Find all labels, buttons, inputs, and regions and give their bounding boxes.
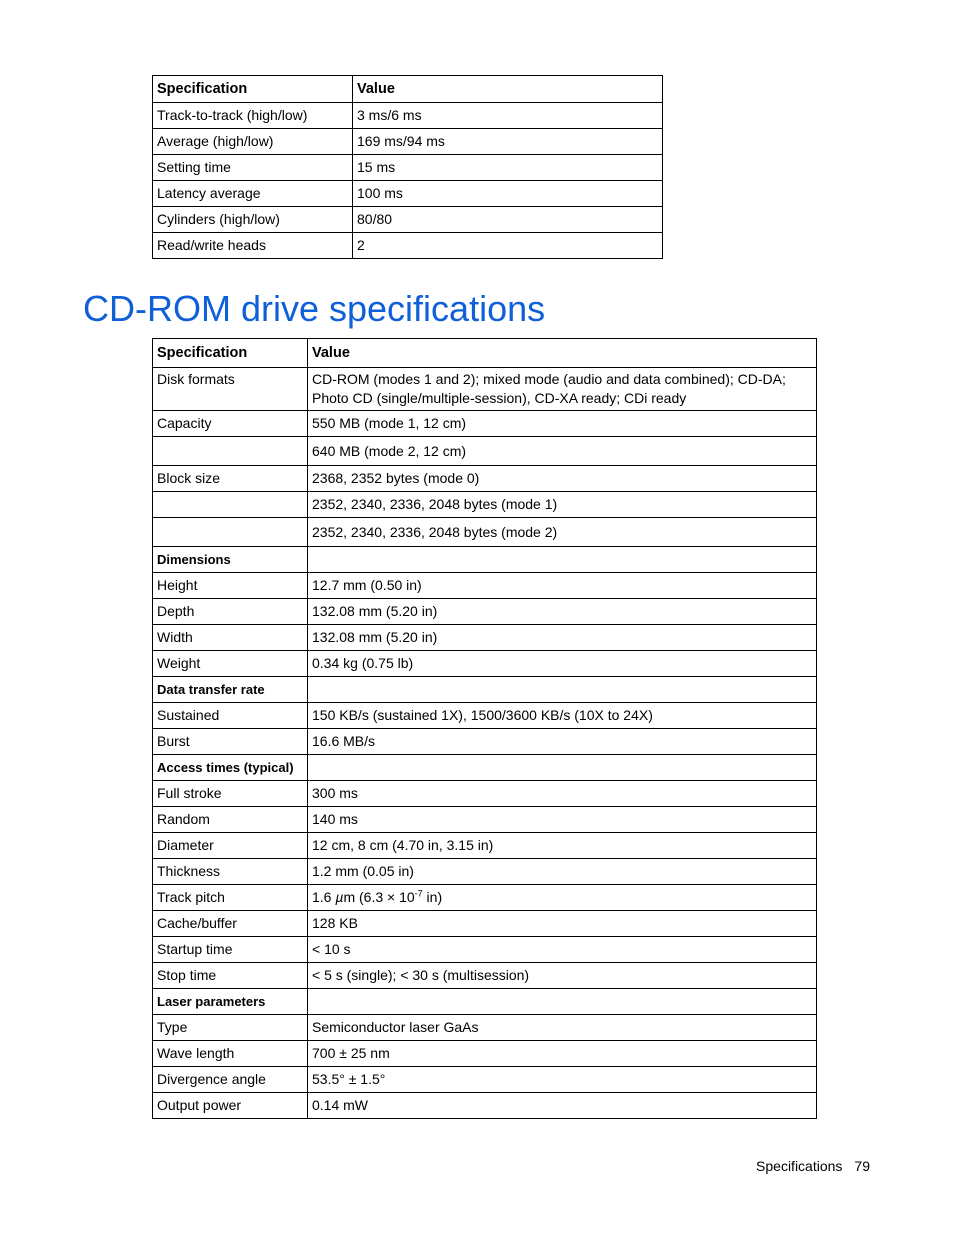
table-row bbox=[153, 155, 663, 181]
value-cell: 12 cm, 8 cm (4.70 in, 3.15 in) bbox=[308, 833, 817, 859]
value-cell: 640 MB (mode 2, 12 cm) bbox=[308, 437, 817, 466]
table-row bbox=[153, 129, 663, 155]
spec-cell: Block size bbox=[153, 466, 308, 492]
value-cell: 15 ms bbox=[353, 155, 663, 181]
value-cell bbox=[308, 547, 817, 573]
value-cell: 550 MB (mode 1, 12 cm) bbox=[308, 411, 817, 437]
spec-cell bbox=[153, 437, 308, 466]
column-header-value: Value bbox=[308, 339, 817, 368]
value-cell: 100 ms bbox=[353, 181, 663, 207]
value-cell: 128 KB bbox=[308, 911, 817, 937]
value-cell: 16.6 MB/s bbox=[308, 729, 817, 755]
table-row bbox=[153, 911, 817, 937]
spec-cell bbox=[153, 492, 308, 518]
table-row bbox=[153, 103, 663, 129]
value-part: in) bbox=[422, 889, 443, 905]
table-row bbox=[153, 437, 817, 466]
value-cell: Semiconductor laser GaAs bbox=[308, 1015, 817, 1041]
value-cell: < 5 s (single); < 30 s (multisession) bbox=[308, 963, 817, 989]
value-cell: 53.5° ± 1.5° bbox=[308, 1067, 817, 1093]
spec-cell: Setting time bbox=[153, 155, 353, 181]
spec-cell: Track-to-track (high/low) bbox=[153, 103, 353, 129]
value-cell: 132.08 mm (5.20 in) bbox=[308, 599, 817, 625]
spec-cell: Startup time bbox=[153, 937, 308, 963]
spec-cell: Weight bbox=[153, 651, 308, 677]
exponent: -7 bbox=[414, 888, 423, 899]
value-cell: 1.2 mm (0.05 in) bbox=[308, 859, 817, 885]
table-row bbox=[153, 181, 663, 207]
value-cell: 2 bbox=[353, 233, 663, 259]
cdrom-spec-table bbox=[152, 338, 817, 1119]
section-title: CD-ROM drive specifications bbox=[83, 288, 546, 329]
spec-cell: Stop time bbox=[153, 963, 308, 989]
section-label-access-times: Access times (typical) bbox=[153, 755, 308, 781]
table-row bbox=[153, 937, 817, 963]
spec-cell: Track pitch bbox=[153, 885, 308, 911]
table-row bbox=[153, 833, 817, 859]
table-row bbox=[153, 573, 817, 599]
column-header-specification: Specification bbox=[153, 76, 353, 103]
value-line-2: Photo CD (single/multiple-session), CD-XA ready; CDi ready bbox=[312, 390, 687, 406]
spec-cell: Sustained bbox=[153, 703, 308, 729]
value-cell bbox=[308, 755, 817, 781]
spec-cell: Height bbox=[153, 573, 308, 599]
value-cell: 12.7 mm (0.50 in) bbox=[308, 573, 817, 599]
table-row bbox=[153, 207, 663, 233]
value-cell bbox=[308, 677, 817, 703]
value-cell: 2368, 2352 bytes (mode 0) bbox=[308, 466, 817, 492]
table-row bbox=[153, 1041, 817, 1067]
spec-cell: Width bbox=[153, 625, 308, 651]
table-row bbox=[153, 599, 817, 625]
value-part: m (6.3 × 10 bbox=[343, 889, 415, 905]
spec-cell: Output power bbox=[153, 1093, 308, 1119]
value-cell: 0.34 kg (0.75 lb) bbox=[308, 651, 817, 677]
value-line-1: CD-ROM (modes 1 and 2); mixed mode (audio and data combined); CD-DA; bbox=[312, 371, 786, 387]
footer-section-label: Specifications bbox=[756, 1158, 843, 1174]
table-row bbox=[153, 963, 817, 989]
table-row bbox=[153, 1093, 817, 1119]
value-part: 1.6 bbox=[312, 889, 336, 905]
table-header-row bbox=[153, 76, 663, 103]
micro-unit: µ bbox=[335, 889, 344, 905]
table-header-row bbox=[153, 339, 817, 368]
spec-cell: Full stroke bbox=[153, 781, 308, 807]
value-cell: 140 ms bbox=[308, 807, 817, 833]
spec-cell: Read/write heads bbox=[153, 233, 353, 259]
table-row bbox=[153, 492, 817, 518]
value-cell: 0.14 mW bbox=[308, 1093, 817, 1119]
value-cell: 700 ± 25 nm bbox=[308, 1041, 817, 1067]
column-header-value: Value bbox=[353, 76, 663, 103]
table-section-row bbox=[153, 677, 817, 703]
table-row bbox=[153, 1015, 817, 1041]
spec-cell: Divergence angle bbox=[153, 1067, 308, 1093]
value-cell bbox=[308, 368, 817, 411]
table-row bbox=[153, 703, 817, 729]
table-section-row bbox=[153, 755, 817, 781]
column-header-specification: Specification bbox=[153, 339, 308, 368]
page-number: 79 bbox=[854, 1158, 870, 1174]
spec-cell: Cache/buffer bbox=[153, 911, 308, 937]
value-cell: 2352, 2340, 2336, 2048 bytes (mode 1) bbox=[308, 492, 817, 518]
section-label-dimensions: Dimensions bbox=[153, 547, 308, 573]
value-cell: 169 ms/94 ms bbox=[353, 129, 663, 155]
spec-cell: Capacity bbox=[153, 411, 308, 437]
section-label-data-transfer-rate: Data transfer rate bbox=[153, 677, 308, 703]
value-cell: 300 ms bbox=[308, 781, 817, 807]
table-row bbox=[153, 729, 817, 755]
value-cell: 132.08 mm (5.20 in) bbox=[308, 625, 817, 651]
value-cell: 150 KB/s (sustained 1X), 1500/3600 KB/s (10X to 24X) bbox=[308, 703, 817, 729]
value-cell: 2352, 2340, 2336, 2048 bytes (mode 2) bbox=[308, 518, 817, 547]
spec-cell: Diameter bbox=[153, 833, 308, 859]
section-label-laser-parameters: Laser parameters bbox=[153, 989, 308, 1015]
table-row bbox=[153, 885, 817, 911]
spec-cell: Cylinders (high/low) bbox=[153, 207, 353, 233]
table-section-row bbox=[153, 989, 817, 1015]
spec-cell: Disk formats bbox=[153, 368, 308, 411]
spec-cell: Random bbox=[153, 807, 308, 833]
value-cell: 3 ms/6 ms bbox=[353, 103, 663, 129]
value-cell bbox=[308, 885, 817, 911]
drive-spec-table bbox=[152, 75, 663, 259]
page-footer bbox=[756, 1158, 870, 1174]
table-row bbox=[153, 411, 817, 437]
spec-cell: Latency average bbox=[153, 181, 353, 207]
table-row bbox=[153, 807, 817, 833]
spec-cell: Burst bbox=[153, 729, 308, 755]
spec-cell: Thickness bbox=[153, 859, 308, 885]
value-cell bbox=[308, 989, 817, 1015]
table-row bbox=[153, 651, 817, 677]
value-cell: < 10 s bbox=[308, 937, 817, 963]
spec-cell: Type bbox=[153, 1015, 308, 1041]
table-row bbox=[153, 466, 817, 492]
table-row bbox=[153, 781, 817, 807]
value-cell: 80/80 bbox=[353, 207, 663, 233]
table-row bbox=[153, 859, 817, 885]
table-row bbox=[153, 1067, 817, 1093]
table-row bbox=[153, 233, 663, 259]
table-row bbox=[153, 518, 817, 547]
spec-cell: Average (high/low) bbox=[153, 129, 353, 155]
spec-cell bbox=[153, 518, 308, 547]
spec-cell: Wave length bbox=[153, 1041, 308, 1067]
table-section-row bbox=[153, 547, 817, 573]
spec-cell: Depth bbox=[153, 599, 308, 625]
table-row bbox=[153, 625, 817, 651]
table-row bbox=[153, 368, 817, 411]
